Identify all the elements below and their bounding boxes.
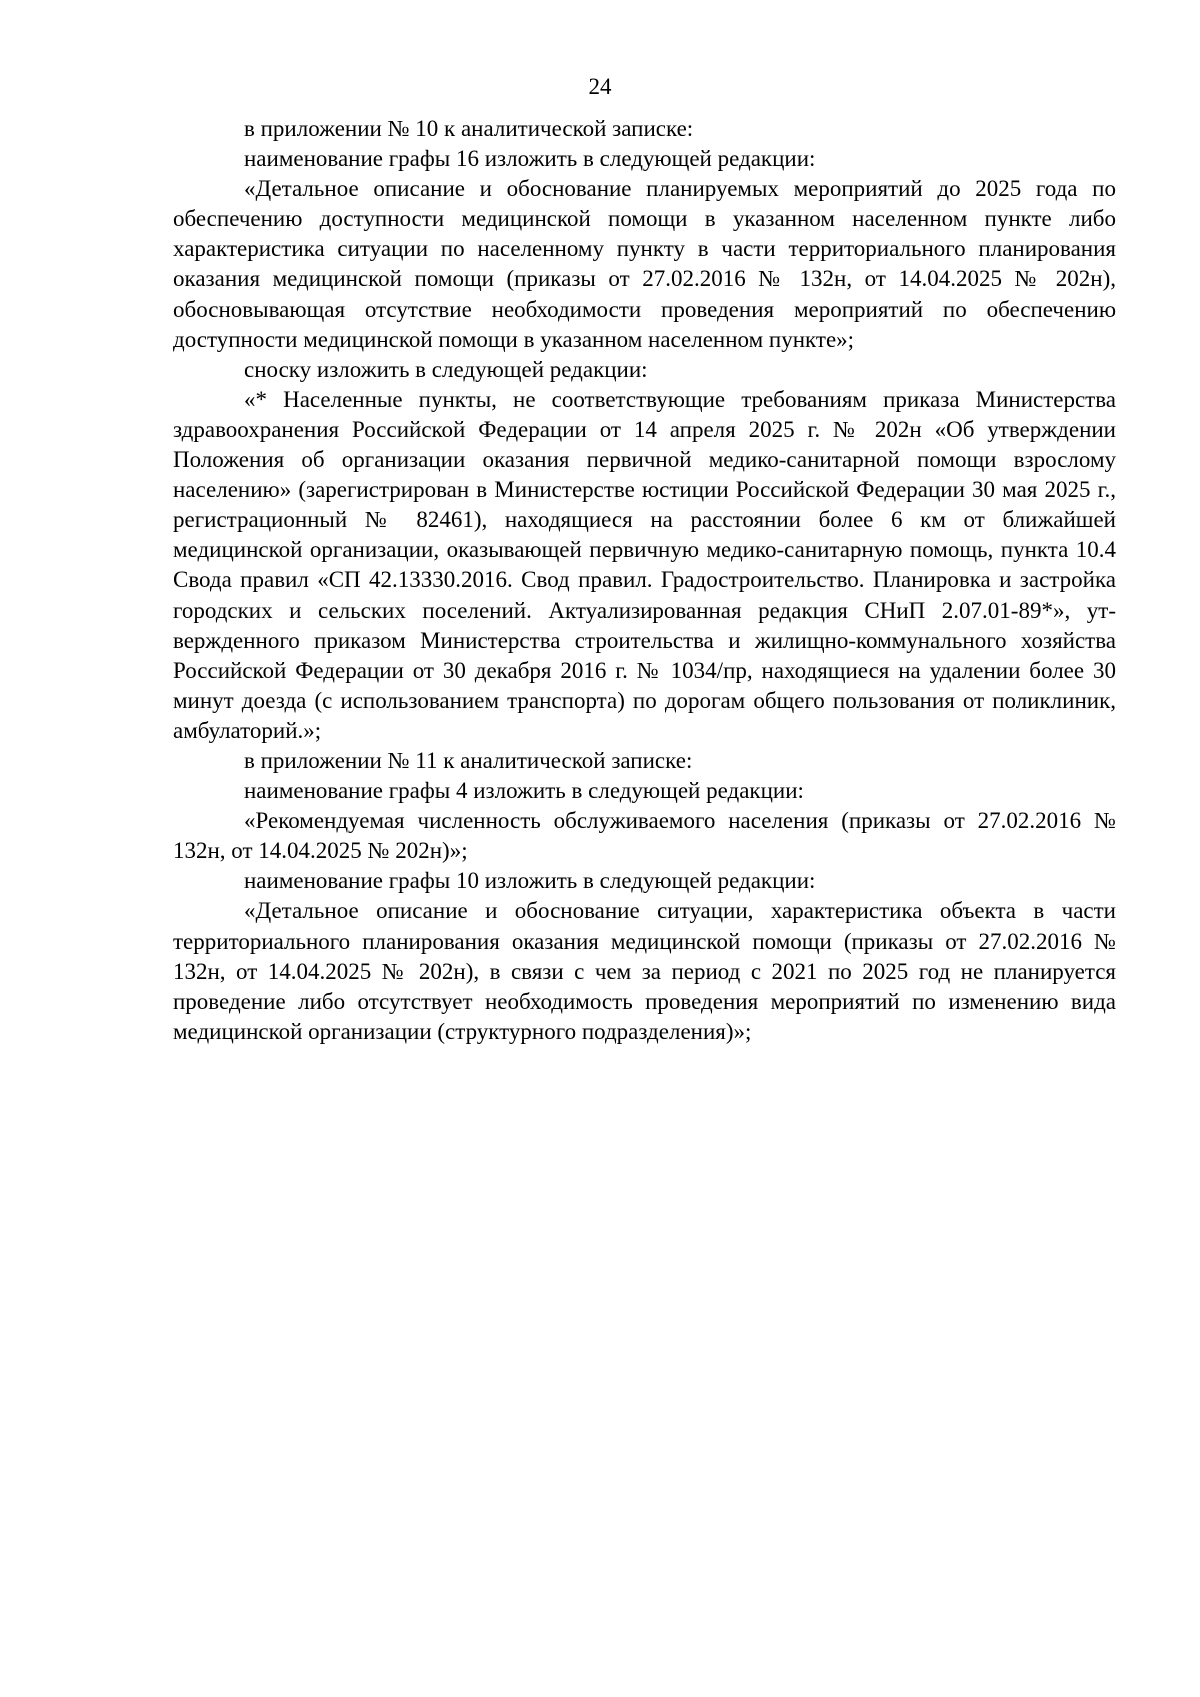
paragraph-appendix-11-heading: в приложении № 11 к аналитической записке: xyxy=(244,747,693,773)
paragraph-column-10-instruction: наименование графы 10 изложить в следующей редакции: xyxy=(244,868,816,894)
paragraph-appendix-10-heading: в приложении № 10 к аналитической записке: xyxy=(244,116,694,141)
paragraph-footnote-instruction: сноску изложить в следующей редакции: xyxy=(244,356,648,382)
document-body xyxy=(173,114,1116,1047)
paragraph-column-4-instruction: наименование графы 4 изложить в следующей редакции: xyxy=(244,778,804,804)
page-number: 24 xyxy=(588,74,612,99)
paragraph-column-4-text: «Рекомендуемая численность обслуживаемого населения (приказы от 27.02.2016 № 132н, от 14.04.2025 № 202н)»; xyxy=(173,808,1116,864)
paragraph-column-16-text: «Детальное описание и обоснование планируемых мероприятий до 2025 года по обеспечению доступности медицинской помощи в указанном населенном пункте либо характеристика ситуации по населенному пункту в части территориального планирования оказания медицинской помощи (приказы от 27.02.2016 № 132н, от 14.04.2025 № 202н), обосновывающая отсутствие необходимости проведения мероприятий по обеспечению доступности медицинской помощи в указанном населенном пункте»; xyxy=(173,176,1116,352)
paragraph-footnote-text: «* Населенные пункты, не соответствующие требованиям приказа Министерства здравоохранения Российской Федерации от 14 апреля 2025 г. № 202н «Об утверждении Положения об организации оказания первичной медико-санитарной помощи взрослому населению» (зарегистрирован в Министерстве юстиции Российской Федерации 30 мая 2025 г., регистрационный № 82461), находящиеся на расстоянии более 6 км от ближайшей медицинской организации, оказывающей первичную медико-санитарную помощь, пункта 10.4 Свода правил «СП 42.13330.2016. Свод правил. Градостроительство. Планировка и застройка городских и сельских поселений. Актуализированная редакция СНиП 2.07.01-89*», утвержденного приказом Министерства строительства и жилищно-коммунального хозяйства Российской Федерации от 30 декабря 2016 г. № 1034/пр, находящиеся на удалении более 30 минут доезда (с использованием транспорта) по дорогам общего пользования от поликлиник, амбулаторий.»; xyxy=(173,386,1116,743)
paragraph-column-10-text: «Детальное описание и обоснование ситуации, характеристика объекта в части территориального планирования оказания медицинской помощи (приказы от 27.02.2016 № 132н, от 14.04.2025 № 202н), в связи с чем за период с 2021 по 2025 год не планируется проведение либо отсутствует необходимость проведения мероприятий по изменению вида медицинской организации (структурного подразделения)»; xyxy=(173,898,1116,1044)
paragraph-column-16-instruction: наименование графы 16 изложить в следующей редакции: xyxy=(244,146,816,172)
